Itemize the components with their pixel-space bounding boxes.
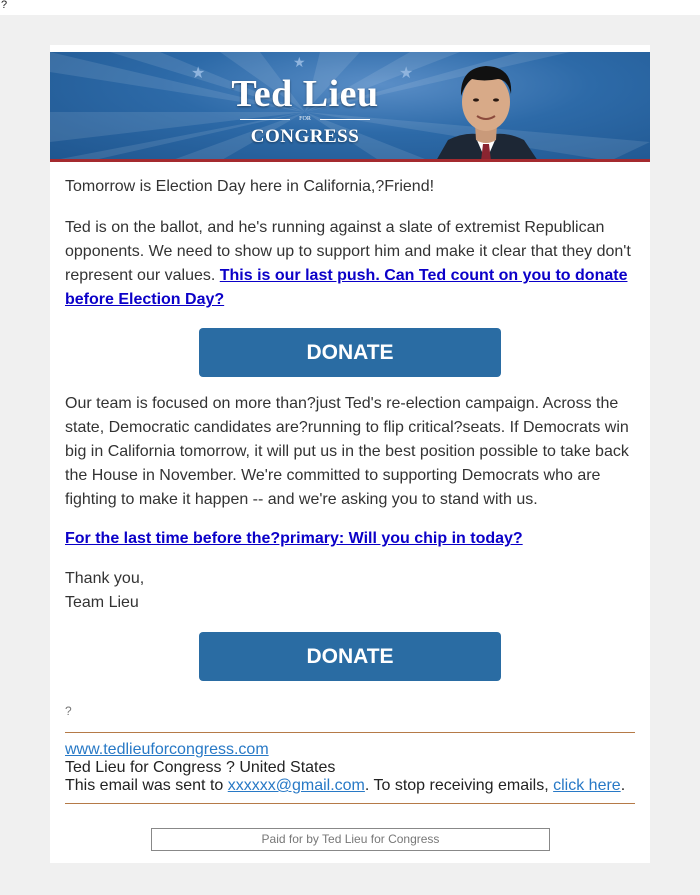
signoff-1: Thank you, [65,570,145,587]
preheader-text: ? [1,0,8,11]
donate-button-bottom[interactable]: DONATE [199,632,501,681]
preheader-bar [0,0,700,15]
brand-divider [320,119,370,120]
footer-website-line [65,741,635,759]
footer-divider-top [65,732,635,733]
email-card [50,45,650,863]
cta-line [65,527,635,551]
star-icon: ★ [293,54,306,70]
paid-for-disclaimer: Paid for by Ted Lieu for Congress [151,828,550,851]
candidate-portrait [428,52,544,161]
donate-link[interactable]: This is our last push. Can Ted count on you to donate before Election Day? [65,267,628,308]
stop-text: . To stop receiving emails, [364,777,554,794]
recipient-email-link[interactable]: xxxxxx@gmail.com [227,777,365,794]
chip-in-link[interactable]: For the last time before the?primary: Will you chip in today? [65,530,523,547]
paragraph-intro-text: Ted is on the ballot, and he's running against a slate of extremist Republican opponents. We need to show up to support him and make it clear that they don't represent our values. [65,219,631,284]
greeting: Tomorrow is Election Day here in California,?Friend! [65,178,435,195]
website-link[interactable]: www.tedlieuforcongress.com [65,741,269,758]
header-banner [50,52,650,161]
unsubscribe-link[interactable]: click here [553,777,621,794]
star-icon: ★ [191,65,206,82]
brand-for: FOR [299,116,311,122]
brand-congress: CONGRESS [250,126,360,147]
signoff-2: Team Lieu [65,594,139,611]
paragraph-intro [65,216,635,312]
footer-divider-bottom [65,803,635,804]
banner-stripe [50,159,650,162]
brand-name: Ted Lieu [231,73,379,115]
footer-sent-line [65,777,635,795]
star-icon: ★ [399,65,414,82]
donate-button[interactable]: DONATE [199,328,501,377]
sent-period: . [620,777,626,794]
brand-divider [240,119,290,120]
spacer-mark: ? [65,704,72,718]
footer-org-line: Ted Lieu for Congress ? United States [65,759,336,776]
sent-prefix: This email was sent to [65,777,228,794]
paragraph-campaign: Our team is focused on more than?just Ted's re-election campaign. Across the state, Democratic candidates are?running to flip critical?seats. If Democrats win big in California tomorrow, it will put us in the best position possible to take back the House in November. We're committed to supporting Democrats who are fighting to make it happen -- and we're asking you to stand with us. [65,395,629,508]
